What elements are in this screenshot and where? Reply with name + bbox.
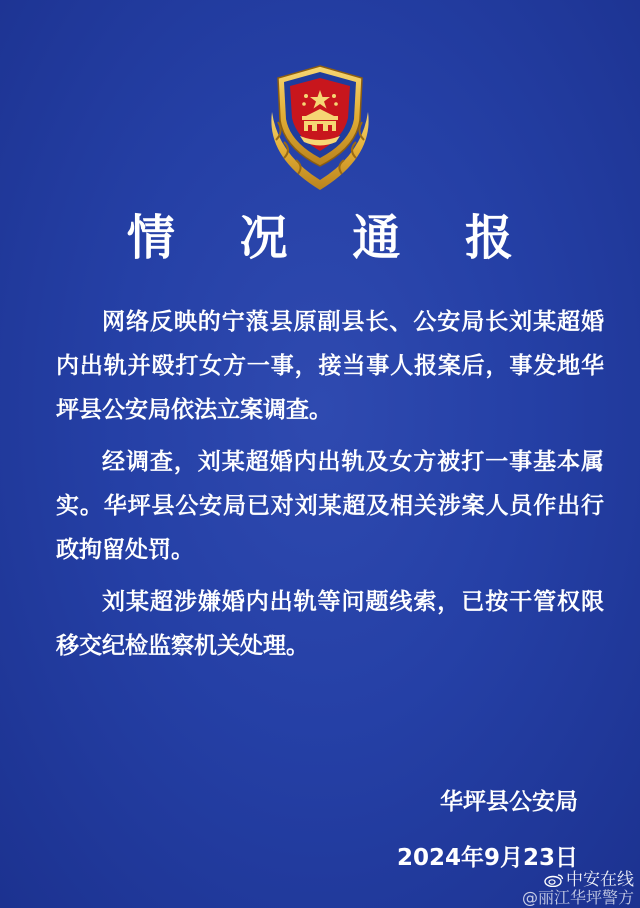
page-title: 情 况 通 报 [126,210,538,266]
notice-body [56,300,604,676]
paragraph: 经调查，刘某超婚内出轨及女方被打一事基本属实。华坪县公安局已对刘某超及相关涉案人员作出行政拘留处罚。 [56,449,604,563]
paragraph: 网络反映的宁蒗县原副县长、公安局长刘某超婚内出轨并殴打女方一事，接当事人报案后，事发地华坪县公安局依法立案调查。 [56,309,604,423]
watermark-line1: 中安在线 [566,870,634,890]
watermark-source [522,872,634,889]
watermark [522,872,634,906]
issuer-name: 华坪县公安局 [440,789,578,815]
police-emblem-icon [262,62,378,194]
weibo-icon [544,873,564,887]
watermark-line2: @丽江华坪警方 [521,888,634,907]
paragraph: 刘某超涉嫌婚内出轨等问题线索，已按干管权限移交纪检监察机关处理。 [56,589,604,659]
issue-date: 2024年9月23日 [396,845,578,871]
